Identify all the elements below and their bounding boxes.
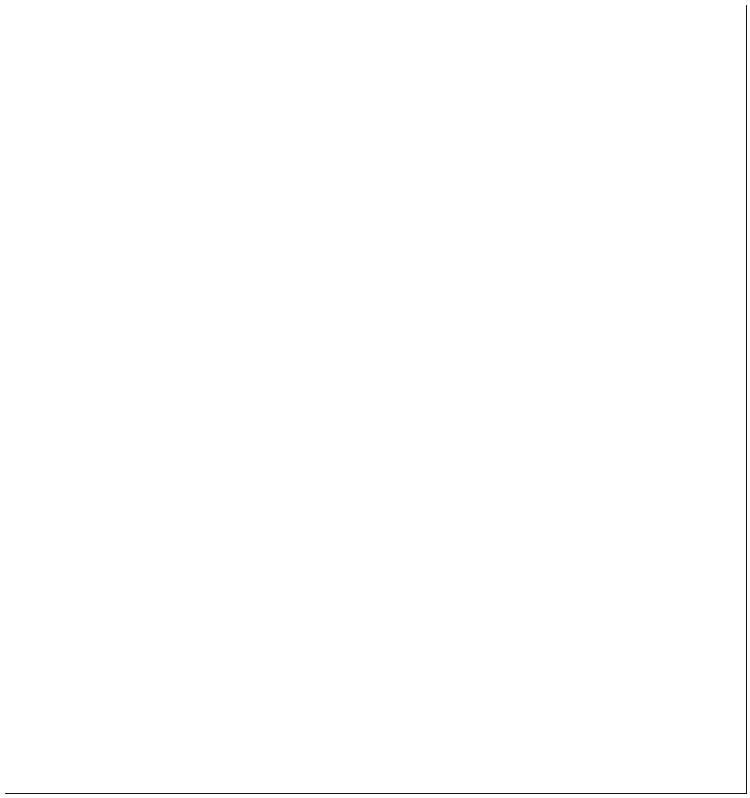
- spec-table: [5, 5, 747, 794]
- header-row: [5, 43, 747, 141]
